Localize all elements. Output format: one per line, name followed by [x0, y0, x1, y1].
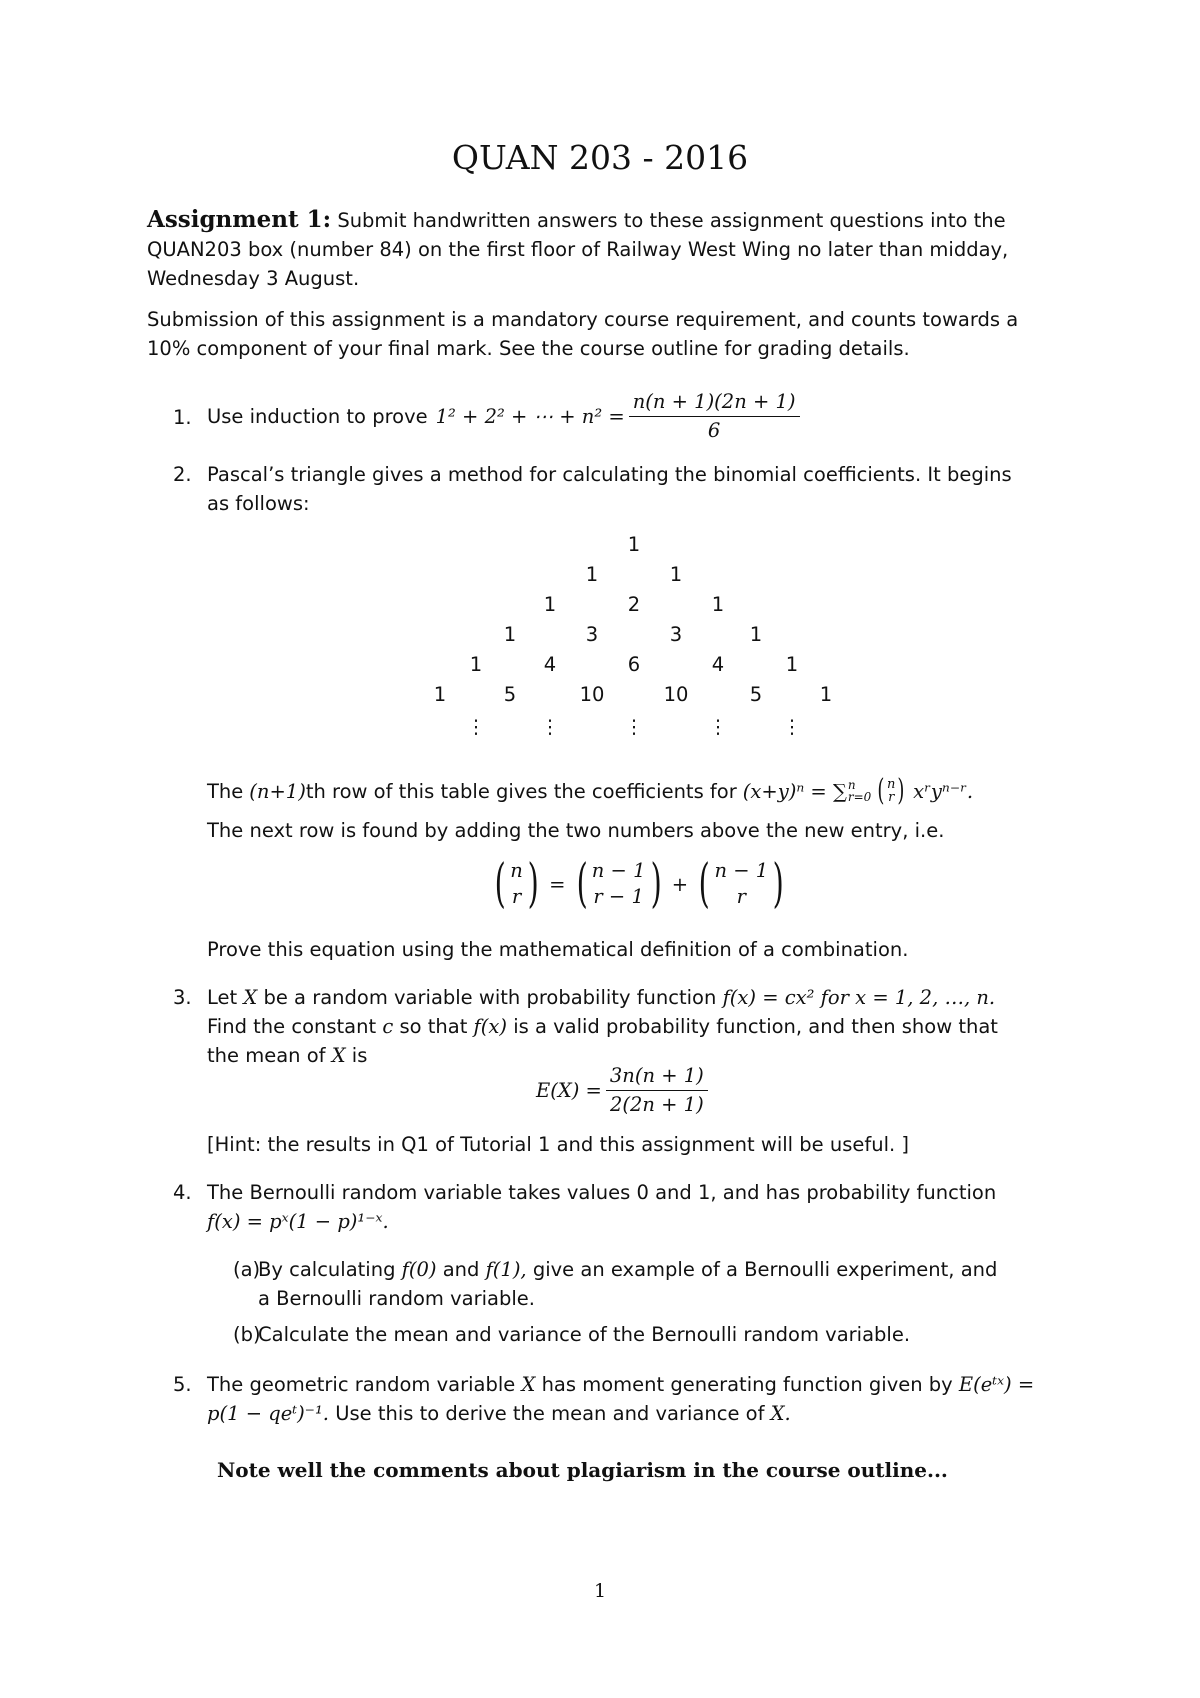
q4a-line-2: a Bernoulli random variable. [258, 1287, 535, 1310]
q4a-f1: f(1), [485, 1258, 527, 1281]
q4a-body [258, 1255, 1078, 1313]
intro-line-1 [147, 205, 1077, 235]
q3-probability-function: f(x) = cx² for x = 1, 2, …, n. [722, 986, 996, 1009]
q4b-label: (b) [233, 1323, 261, 1346]
pascal-entry: 5 [749, 683, 763, 706]
q3-text: the mean of [207, 1044, 326, 1067]
plagiarism-note: Note well the comments about plagiarism in the course outline... [217, 1458, 948, 1482]
q4b-body: Calculate the mean and variance of the Bernoulli random variable. [258, 1323, 911, 1346]
q2-row-sentence [207, 773, 974, 808]
pascal-entry: 10 [579, 683, 605, 706]
pascal-entry: 1 [543, 593, 557, 616]
page-title: QUAN 203 - 2016 [451, 138, 749, 177]
q5-var-x: X [521, 1373, 536, 1396]
pascal-entry: 10 [663, 683, 689, 706]
inline-binomial-bottom: r [888, 790, 895, 805]
binomial-top: n − 1 [714, 859, 769, 882]
q3-hint: [Hint: the results in Q1 of Tutorial 1 and this assignment will be useful. ] [207, 1133, 910, 1156]
binomial-top: n [510, 859, 523, 882]
q5-line-1 [207, 1370, 1087, 1399]
q4-line-1: The Bernoulli random variable takes values 0 and 1, and has probability function [207, 1181, 997, 1204]
q3-var-x: X [243, 986, 258, 1009]
q2-next-row: The next row is found by adding the two numbers above the new entry, i.e. [207, 819, 945, 842]
q2-row-text-c: th row of this table gives the coefficients for [305, 779, 737, 803]
pascal-vdots: ⋮ [782, 716, 802, 738]
q3-lhs: E(X) = [536, 1079, 602, 1102]
intro-line-2: QUAN203 box (number 84) on the first floor of Railway West Wing no later than midday, [147, 238, 1009, 261]
q2-row-text-a: The [207, 779, 244, 803]
inline-binomial-top: n [887, 777, 896, 792]
pascal-recurrence-equation [490, 854, 788, 914]
q4a-label: (a) [233, 1258, 261, 1281]
q3-mean-equation [536, 1064, 712, 1117]
q5-mgf: E(eᵗˣ) = [958, 1373, 1035, 1396]
pascal-entry: 1 [433, 683, 447, 706]
submission-line-1: Submission of this assignment is a mandatory course requirement, and counts towards a [147, 308, 1019, 331]
q4a-f0: f(0) [401, 1258, 437, 1281]
q3-var-x: X [331, 1044, 346, 1067]
q3-fraction-numerator: 3n(n + 1) [606, 1064, 708, 1091]
q5-text: The geometric random variable [207, 1373, 516, 1396]
binomial-n1-r1: ( n − 1 r − 1 ) [576, 854, 662, 914]
pascal-entry: 1 [585, 563, 599, 586]
q2-line-1: Pascal’s triangle gives a method for calculating the binomial coefficients. It begins [207, 463, 1012, 486]
q1-fraction-denominator: 6 [707, 419, 721, 442]
q5-text: Use this to derive the mean and variance of [335, 1402, 765, 1425]
q4a-text: and [442, 1258, 480, 1281]
pascal-entry: 4 [711, 653, 725, 676]
q3-line-2 [207, 1012, 1077, 1041]
plus-sign: + [671, 872, 689, 896]
pascal-entry: 6 [627, 653, 641, 676]
q5-text: has moment generating function given by [541, 1373, 953, 1396]
q3-text: is [351, 1044, 368, 1067]
q2-prove: Prove this equation using the mathematical definition of a combination. [207, 938, 909, 961]
q4a-text: give an example of a Bernoulli experiment, and [532, 1258, 998, 1281]
q4-number: 4. [173, 1181, 192, 1204]
binomial-bottom: r [736, 885, 746, 908]
q3-text: be a random variable with probability function [263, 986, 717, 1009]
q1-number: 1. [173, 406, 192, 429]
q3-text: so that [399, 1015, 468, 1038]
pascal-vdots: ⋮ [466, 716, 486, 738]
intro-paragraph [147, 205, 1077, 293]
q3-text: is a valid probability function, and then show that [513, 1015, 998, 1038]
q2-intro [207, 460, 1077, 518]
pascal-entry: 3 [585, 623, 599, 646]
q3-fx: f(x) [473, 1015, 507, 1038]
q1-fraction [629, 390, 800, 443]
pascal-vdots: ⋮ [540, 716, 560, 738]
q2-line-2: as follows: [207, 492, 310, 515]
q5-body [207, 1370, 1087, 1428]
q3-line-1 [207, 983, 1077, 1012]
q1-lhs: 1² + 2² + ⋯ + n² = [435, 405, 625, 428]
q3-number: 3. [173, 986, 192, 1009]
q3-fraction-denominator: 2(2n + 1) [609, 1093, 704, 1116]
binomial-bottom: r [511, 885, 522, 908]
submission-paragraph [147, 305, 1077, 363]
pascal-entry: 1 [503, 623, 517, 646]
page-number: 1 [593, 1580, 607, 1602]
sum-lower-limit: r=0 [847, 790, 872, 804]
pascal-vdots: ⋮ [708, 716, 728, 738]
pascal-entry: 3 [669, 623, 683, 646]
pascal-entry: 1 [711, 593, 725, 616]
q1-fraction-numerator: n(n + 1)(2n + 1) [629, 390, 800, 417]
q3-text: Find the constant [207, 1015, 377, 1038]
q5-number: 5. [173, 1373, 192, 1396]
assignment-label: Assignment 1: [147, 206, 332, 233]
pascal-entry: 4 [543, 653, 557, 676]
q3-var-c: c [382, 1015, 394, 1038]
pascal-entry: 2 [627, 593, 641, 616]
q5-line-2 [207, 1399, 1087, 1428]
q3-text: Let [207, 986, 238, 1009]
equals-sign: = [549, 872, 566, 896]
pascal-entry: 1 [627, 533, 641, 556]
q1-body [207, 390, 804, 443]
q2-row-formula: (x+y)ⁿ = ∑ [742, 779, 847, 803]
pascal-entry: 1 [819, 683, 833, 706]
intro-text-1: Submit handwritten answers to these assignment questions into the [337, 209, 1006, 232]
q4a-line-1 [258, 1255, 1078, 1284]
sum-limits [848, 779, 871, 803]
pascal-entry: 1 [785, 653, 799, 676]
binomial-top: n − 1 [591, 859, 646, 882]
q3-fraction [606, 1064, 708, 1117]
q1-text: Use induction to prove [207, 405, 428, 428]
q5-var-x: X. [770, 1402, 791, 1425]
q5-mgf-rhs: p(1 − qeᵗ)⁻¹. [207, 1402, 329, 1425]
q2-row-text-b: (n+1) [249, 779, 306, 803]
binomial-bottom: r − 1 [593, 885, 644, 908]
binomial-n1-r: ( n − 1 r ) [698, 854, 784, 914]
q4-body [207, 1178, 1077, 1236]
binomial-n-r: ( n r ) [494, 854, 539, 914]
pascal-entry: 1 [749, 623, 763, 646]
q2-number: 2. [173, 463, 192, 486]
inline-binomial: ( n r ) [877, 773, 905, 808]
pascal-entry: 5 [503, 683, 517, 706]
pascal-vdots: ⋮ [624, 716, 644, 738]
intro-line-3: Wednesday 3 August. [147, 267, 360, 290]
sum-upper-limit: n [847, 778, 856, 792]
q4a-text: By calculating [258, 1258, 396, 1281]
q3-body [207, 983, 1077, 1070]
submission-line-2: 10% component of your final mark. See the course outline for grading details. [147, 337, 910, 360]
pascal-entry: 1 [669, 563, 683, 586]
q2-row-tail: xʳyⁿ⁻ʳ. [913, 779, 974, 803]
q4-line-2: f(x) = pˣ(1 − p)¹⁻ˣ. [207, 1210, 389, 1233]
pascal-entry: 1 [469, 653, 483, 676]
